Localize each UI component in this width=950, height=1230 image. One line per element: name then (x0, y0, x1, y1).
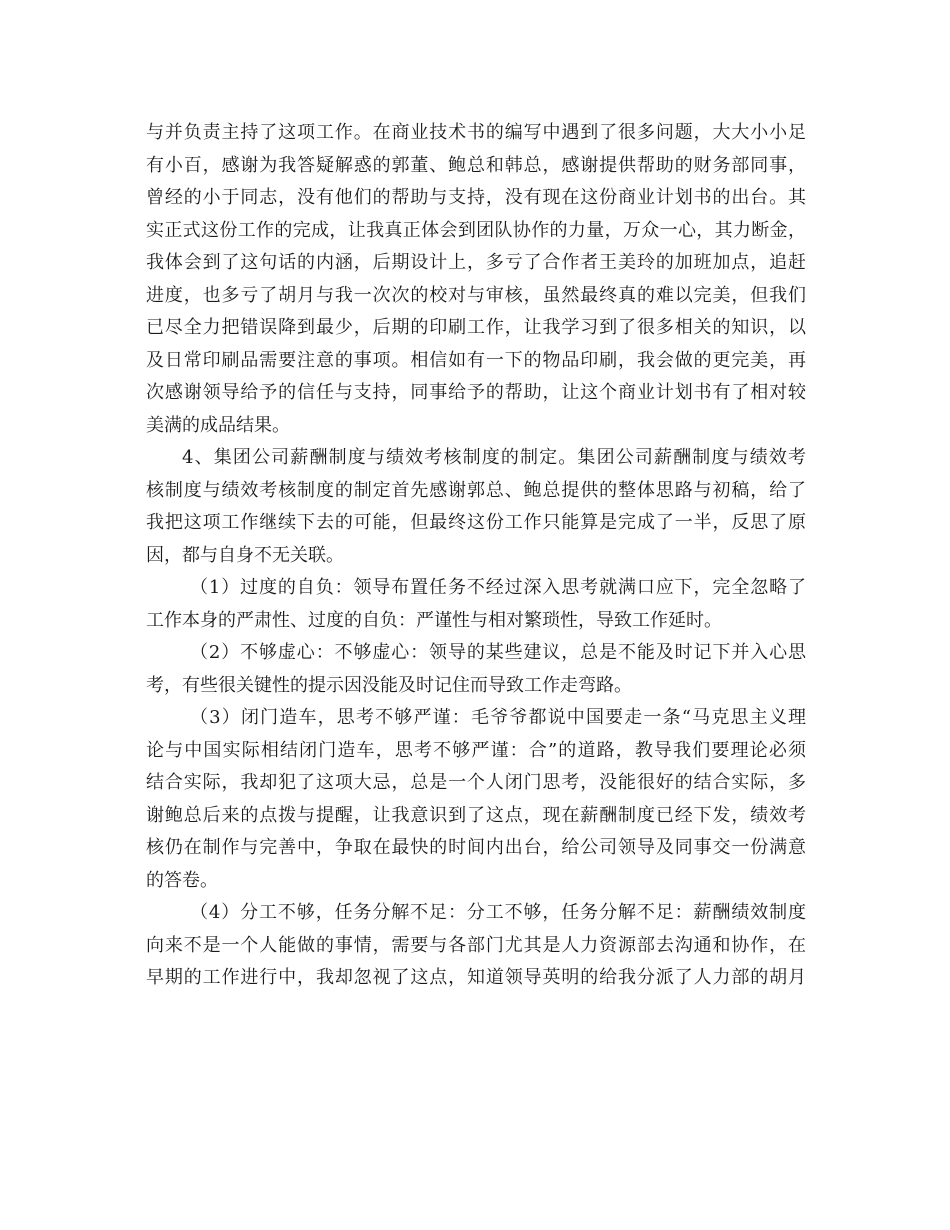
text-line: 结合实际，我却犯了这项大忌，总是一个人闭门思考，没能很好的结合实际，多 (146, 772, 806, 793)
text-line: 核制度与绩效考核制度的制定首先感谢郭总、鲍总提供的整体思路与初稿，给了 (146, 479, 806, 501)
text-line: 4、集团公司薪酬制度与绩效考核制度的制定。集团公司薪酬制度与绩效考 (182, 447, 806, 468)
text-line: 次感谢领导给予的信任与支持，同事给予的帮助，让这个商业计划书有了相对较 (146, 382, 806, 403)
text-line: 实正式这份工作的完成，让我真正体会到团队协作的力量，万众一心，其力断金， (146, 219, 806, 241)
text-line: 进度，也多亏了胡月与我一次次的校对与审核，虽然最终真的难以完美，但我们 (146, 284, 806, 306)
text-line: 核仍在制作与完善中，争取在最快的时间内出台，给公司领导及同事交一份满意 (146, 837, 806, 858)
text-line: 向来不是一个人能做的事情，需要与各部门尤其是人力资源部去沟通和协作，在 (146, 934, 806, 956)
text-line: 考，有些很关键性的提示因没能及时记住而导致工作走弯路。 (146, 674, 632, 696)
text-line: 我把这项工作继续下去的可能，但最终这份工作只能算是完成了一半，反思了原 (146, 512, 806, 533)
text-line: 与并负责主持了这项工作。在商业技术书的编写中遇到了很多问题，大大小小足 (146, 122, 806, 143)
text-line: 因，都与自身不无关联。 (146, 544, 344, 566)
text-line: 美满的成品结果。 (146, 414, 290, 436)
text-line: 我体会到了这句话的内涵，后期设计上，多亏了合作者王美玲的加班加点，追赶 (146, 252, 806, 273)
text-line: 早期的工作进行中，我却忽视了这点，知道领导英明的给我分派了人力部的胡月 (146, 967, 806, 988)
text-line: 工作本身的严肃性、过度的自负：严谨性与相对繁琐性，导致工作延时。 (146, 609, 722, 631)
text-line: 曾经的小于同志，没有他们的帮助与支持，没有现在这份商业计划书的出台。其 (146, 187, 806, 208)
text-line: （4）分工不够，任务分解不足：分工不够，任务分解不足：薪酬绩效制度 (190, 902, 806, 923)
text-line: 及日常印刷品需要注意的事项。相信如有一下的物品印刷，我会做的更完美，再 (146, 349, 806, 371)
text-line: （2）不够虚心：不够虚心：领导的某些建议，总是不能及时记下并入心思 (190, 642, 806, 663)
document-body (146, 117, 806, 995)
text-line: 的答卷。 (146, 869, 218, 891)
text-line: 论与中国实际相结闭门造车，思考不够严谨：合”的道路，教导我们要理论必须 (146, 739, 806, 761)
text-line: （1）过度的自负：领导布置任务不经过深入思考就满口应下，完全忽略了 (190, 577, 806, 598)
text-line: 有小百，感谢为我答疑解惑的郭董、鲍总和韩总，感谢提供帮助的财务部同事， (146, 154, 806, 176)
text-line: 已尽全力把错误降到最少，后期的印刷工作，让我学习到了很多相关的知识，以 (146, 317, 806, 338)
text-line: 谢鲍总后来的点拨与提醒，让我意识到了这点，现在薪酬制度已经下发，绩效考 (146, 804, 806, 826)
text-line: （3）闭门造车，思考不够严谨：毛爷爷都说中国要走一条“马克思主义理 (190, 707, 806, 728)
